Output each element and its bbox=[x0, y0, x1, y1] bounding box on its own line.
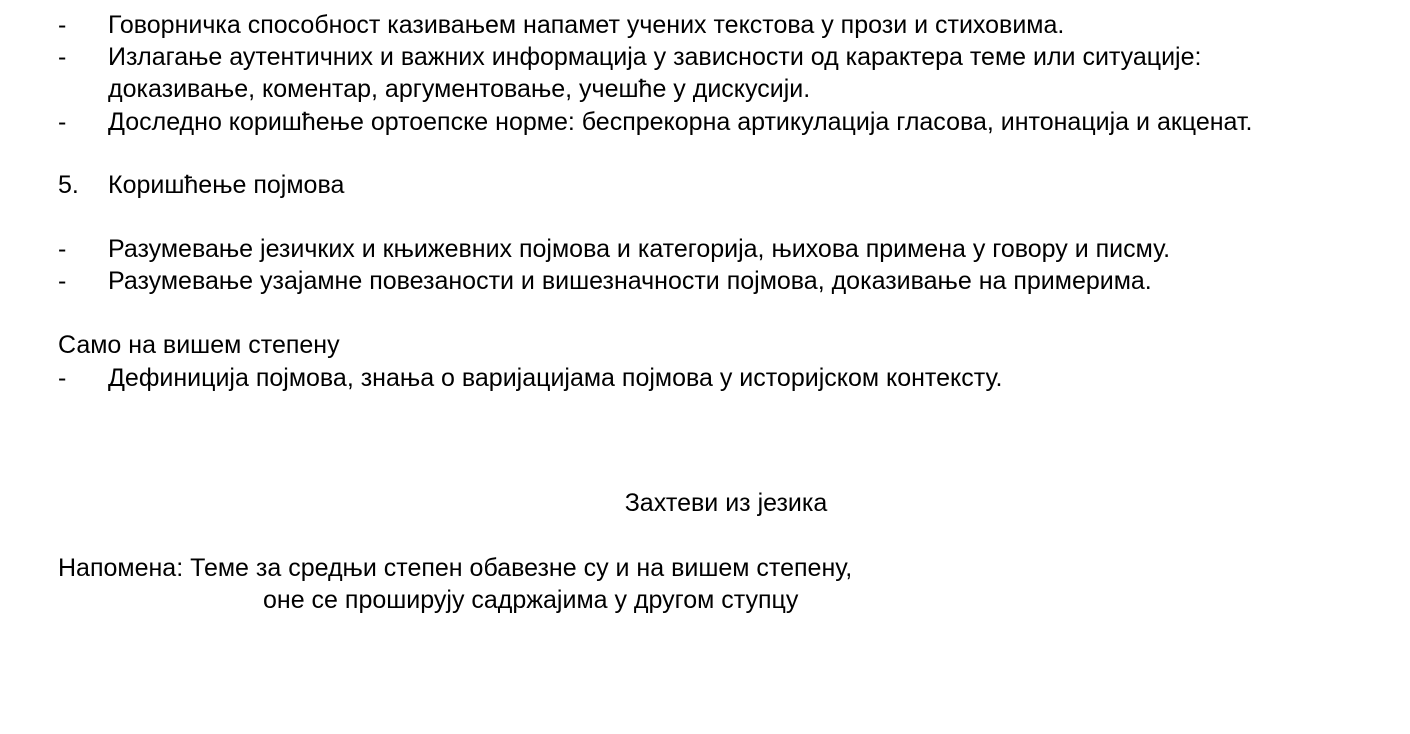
bullet-marker: - bbox=[58, 364, 67, 392]
bullet-marker: - bbox=[58, 11, 67, 39]
bullet-marker: - bbox=[58, 108, 67, 136]
language-section-title: Захтеви из језика bbox=[624, 489, 828, 517]
bullet-text-continuation: доказивање, коментар, аргументовање, учешће у дискусији. bbox=[108, 75, 811, 103]
bullet-text: Излагање аутентичних и важних информација у зависности од карактера теме или ситуације: bbox=[108, 43, 1202, 71]
bullet-text: Разумевање језичких и књижевних појмова и категорија, њихова примена у говору и писму. bbox=[108, 235, 1171, 263]
bullet-text: Разумевање узајамне повезаности и вишезначности појмова, доказивање на примерима. bbox=[108, 267, 1152, 295]
bullet-text: Дефиниција појмова, знања о варијацијама појмова у историјском контексту. bbox=[108, 364, 1003, 392]
bullet-marker: - bbox=[58, 43, 67, 71]
note-line-2: оне се проширују садржајима у другом ступцу bbox=[263, 586, 799, 614]
bullet-text: Доследно коришћење ортоепске норме: беспрекорна артикулација гласова, интонација и акценат. bbox=[108, 108, 1253, 136]
bullet-marker: - bbox=[58, 235, 67, 263]
section-title: Коришћење појмова bbox=[108, 171, 345, 199]
bullet-marker: - bbox=[58, 267, 67, 295]
bullet-text: Говорничка способност казивањем напамет учених текстова у прози и стиховима. bbox=[108, 11, 1065, 39]
higher-level-heading: Само на вишем степену bbox=[58, 331, 340, 359]
note-line-1: Напомена: Теме за средњи степен обавезне су и на вишем степену, bbox=[58, 554, 853, 582]
section-number: 5. bbox=[58, 171, 79, 199]
